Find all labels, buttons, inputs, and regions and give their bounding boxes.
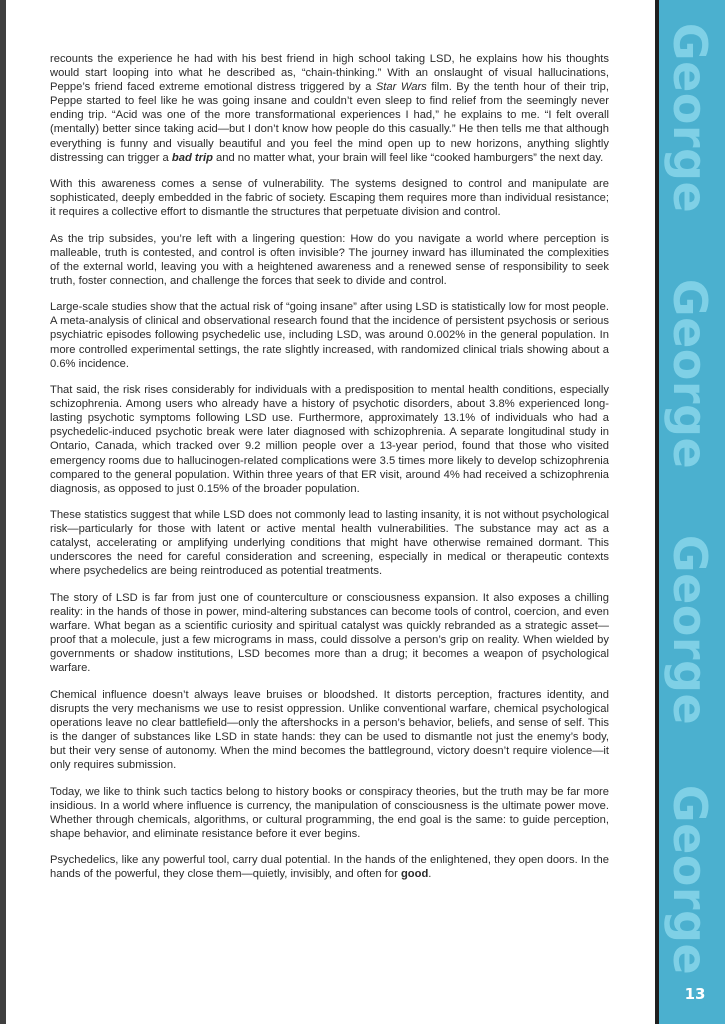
text-run: recounts the experience he had with his best friend in high school taking LSD, he explains how his thoughts would start looping into what he described as, “chain-thinking.” With an onslaught of visual hallucinations, Peppe’s friend faced extreme emotional distress triggered by a <box>50 53 609 94</box>
watermark-text: George <box>663 534 717 726</box>
film-title: Star Wars <box>375 81 427 94</box>
text-run: and no matter what, your brain will feel like “cooked hamburgers” the next day. <box>212 151 604 164</box>
paragraph-10 <box>50 853 609 881</box>
page-number: 13 <box>684 985 706 1003</box>
emphasis-good: good <box>400 868 429 881</box>
paragraph-6: These statistics suggest that while LSD does not commonly lead to lasting insanity, it is not without psychological risk—particularly for those with latent or active mental health vulnerabilities. The substance may act as a catalyst, accelerating or amplifying underlying conditions that might have otherwise remained dormant. This underscores the need for careful consideration and screening, especially in medical or therapeutic contexts where psychedelics are being reintroduced as potential treatments. <box>50 509 609 578</box>
watermark-text: George <box>663 784 717 976</box>
paragraph-7: The story of LSD is far from just one of counterculture or consciousness expansion. It also exposes a chilling reality: in the hands of those in power, mind-altering substances can become tools of control, coercion, and even warfare. What began as a scientific curiosity and spiritual catalyst was quickly rebranded as a strategic asset—proof that a molecule, just a few micrograms in mass, could dissolve a person’s grip on reality. When wielded by governments or shadow institutions, LSD becomes more than a drug; it becomes a weapon of psychological warfare. <box>50 591 609 675</box>
text-run: . <box>428 868 432 881</box>
bad-trip-term: bad trip <box>171 151 213 164</box>
paragraph-8: Chemical influence doesn’t always leave bruises or bloodshed. It distorts perception, fractures identity, and disrupts the very mechanisms we use to resist oppression. Unlike conventional warfare, chemical psychological operations leave no clear battlefield—only the aftershocks in a person’s behavior, beliefs, and sense of self. This is the danger of substances like LSD in state hands: they can be used to dismantle not just the enemy’s body, but their very sense of autonomy. When the mind becomes the battleground, victory doesn’t require violence—it only requires submission. <box>50 688 609 772</box>
watermark-text: George <box>663 278 717 470</box>
text-run: Psychedelics, like any powerful tool, carry dual potential. In the hands of the enlightened, they open doors. In the hands of the powerful, they close them—quietly, invisibly, and often for <box>50 854 609 881</box>
paragraph-3: As the trip subsides, you’re left with a lingering question: How do you navigate a world where perception is malleable, truth is contested, and control is often invisible? The journey inward has illuminated the complexities of the external world, leaving you with a heightened awareness and a renewed sense of responsibility to seek truth, foster connection, and challenge the forces that seek to divide and control. <box>50 232 609 287</box>
text-run: film. By the tenth hour of their trip, Peppe started to feel like he was going insane and couldn’t even sleep to find relief from the seemingly never ending trip. “Acid was one of the more transformational experiences I had,” he explains to me. “I felt overall (mentally) better since taking acid—but I don’t know how people do this casually.” He then tells me that although everything is funny and visually beautiful and you feel the mind open up to new horizons, anything slightly distressing can trigger a <box>50 81 610 164</box>
paragraph-9: Today, we like to think such tactics belong to history books or conspiracy theories, but the truth may be far more insidious. In a world where influence is currency, the manipulation of consciousness is the ultimate power move. Whether through chemicals, algorithms, or cultural programming, the end goal is the same: to guide perception, shape behavior, and eliminate resistance before it ever begins. <box>50 785 609 840</box>
watermark-text: George <box>663 22 717 214</box>
paragraph-5: That said, the risk rises considerably for individuals with a predisposition to mental health conditions, especially schizophrenia. Among users who already have a history of psychotic disorders, about 3.8% experienced long-lasting psychotic symptoms following LSD use. Furthermore, approximately 13.1% of individuals who had a psychedelic-induced psychotic break were later diagnosed with schizophrenia. A separate longitudinal study in Ontario, Canada, which tracked over 9.2 million people over a 13-year period, found that those who visited emergency rooms due to hallucinogen-related complications were 3.5 times more likely to develop schizophrenia compared to the general population. Within three years of that ER visit, around 4% had received a schizophrenia diagnosis, as opposed to just 0.15% of the broader population. <box>50 384 609 495</box>
paragraph-1 <box>50 52 609 165</box>
sidebar-divider <box>655 0 659 1024</box>
left-edge-strip <box>0 0 6 1024</box>
article-body <box>50 52 609 894</box>
paragraph-2: With this awareness comes a sense of vulnerability. The systems designed to control and manipulate are sophisticated, deeply embedded in the fabric of society. Escaping them requires more than individual resistance; it requires a collective effort to dismantle the structures that perpetuate division and control. <box>50 178 609 219</box>
paragraph-4: Large-scale studies show that the actual risk of “going insane” after using LSD is statistically low for most people. A meta-analysis of clinical and observational research found that the incidence of persistent psychosis or serious psychiatric episodes following psychedelic use, including LSD, was around 0.002% in the general population. In more controlled experimental settings, the rate slightly increased, with randomized clinical trials showing about a 0.6% incidence. <box>50 301 609 370</box>
